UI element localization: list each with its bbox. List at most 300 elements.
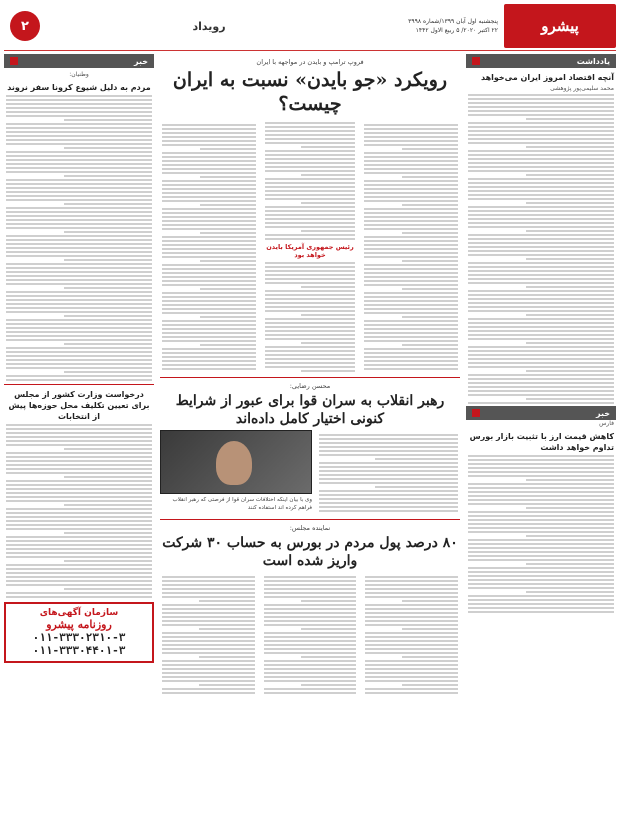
text-line xyxy=(6,247,152,249)
text-line xyxy=(468,294,614,296)
text-line xyxy=(6,271,152,273)
text-line xyxy=(264,660,357,662)
text-line xyxy=(364,340,458,342)
news-tab-right xyxy=(466,406,616,420)
text-line xyxy=(468,134,614,136)
text-line xyxy=(319,490,458,492)
text-line xyxy=(468,242,614,244)
text-line xyxy=(364,284,458,286)
left-title: مردم به دلیل شیوع کرونا سفر نروند xyxy=(7,83,151,92)
text-line xyxy=(526,563,614,565)
text-line xyxy=(468,555,614,557)
text-line xyxy=(6,123,152,125)
text-line xyxy=(64,532,152,534)
text-line xyxy=(6,103,152,105)
text-line xyxy=(319,482,458,484)
text-line xyxy=(468,346,614,348)
text-line xyxy=(6,556,152,558)
text-line xyxy=(468,358,614,360)
text-line xyxy=(468,487,614,489)
text-line xyxy=(6,351,152,353)
text-line xyxy=(162,324,256,326)
main-kicker: فروپ ترامپ و بایدن در مواجهه با ایران xyxy=(256,58,364,66)
text-line xyxy=(162,632,255,634)
article-subhead: رئیس جمهوری آمریکا بایدن خواهد بود xyxy=(266,243,354,259)
text-line xyxy=(468,583,614,585)
text-line xyxy=(162,648,255,650)
text-line xyxy=(402,600,458,602)
text-line xyxy=(64,588,152,590)
text-line xyxy=(162,616,255,618)
text-line xyxy=(468,455,614,457)
text-line xyxy=(468,499,614,501)
text-line xyxy=(265,214,355,216)
text-line xyxy=(162,608,255,610)
text-line xyxy=(364,240,458,242)
text-line xyxy=(364,364,458,366)
text-line xyxy=(6,255,152,257)
text-line xyxy=(264,580,357,582)
text-line xyxy=(162,132,256,134)
text-line xyxy=(265,266,355,268)
text-line xyxy=(468,290,614,292)
text-line xyxy=(365,636,458,638)
text-line xyxy=(468,98,614,100)
date-block xyxy=(378,17,498,35)
text-line xyxy=(265,326,355,328)
text-line xyxy=(264,688,357,690)
text-line xyxy=(6,295,152,297)
text-line xyxy=(526,370,614,372)
text-line xyxy=(468,190,614,192)
text-line xyxy=(6,584,152,586)
text-line xyxy=(364,244,458,246)
text-line xyxy=(64,287,152,289)
photo-block xyxy=(160,430,312,516)
text-line xyxy=(526,342,614,344)
text-line xyxy=(6,508,152,510)
second-col-1 xyxy=(319,432,458,514)
text-line xyxy=(162,168,256,170)
text-line xyxy=(6,536,152,538)
text-line xyxy=(364,252,458,254)
text-line xyxy=(526,202,614,204)
text-line xyxy=(301,286,355,288)
text-line xyxy=(468,206,614,208)
text-line xyxy=(162,332,256,334)
ad-title: سازمان آگهی‌های xyxy=(39,608,119,618)
text-line xyxy=(526,146,614,148)
tab-marker-icon xyxy=(472,409,480,417)
main-column xyxy=(160,54,460,833)
text-line xyxy=(468,110,614,112)
third-kicker: نماینده مجلس: xyxy=(289,524,331,532)
text-line xyxy=(264,668,357,670)
text-line xyxy=(162,612,255,614)
text-line xyxy=(365,580,458,582)
text-line xyxy=(162,268,256,270)
second-kicker: محسن رضایی: xyxy=(289,382,331,390)
text-line xyxy=(319,478,458,480)
text-line xyxy=(265,310,355,312)
text-line xyxy=(162,672,255,674)
text-line xyxy=(319,498,458,500)
text-line xyxy=(364,352,458,354)
text-line xyxy=(402,148,458,150)
text-line xyxy=(526,258,614,260)
text-line xyxy=(364,280,458,282)
text-line xyxy=(402,316,458,318)
text-line xyxy=(468,142,614,144)
text-line xyxy=(6,163,152,165)
text-line xyxy=(162,208,256,210)
text-line xyxy=(6,484,152,486)
text-line xyxy=(468,122,614,124)
text-line xyxy=(364,164,458,166)
text-line xyxy=(264,624,357,626)
text-line xyxy=(200,344,256,346)
text-line xyxy=(365,660,458,662)
left-body-2 xyxy=(6,424,152,598)
ad-name: روزنامه پیشرو xyxy=(46,618,112,631)
text-line xyxy=(6,367,152,369)
text-line xyxy=(265,218,355,220)
text-line xyxy=(162,284,256,286)
text-line xyxy=(468,234,614,236)
text-line xyxy=(364,220,458,222)
text-line xyxy=(364,264,458,266)
text-line xyxy=(265,182,355,184)
text-line xyxy=(364,248,458,250)
text-line xyxy=(364,192,458,194)
text-line xyxy=(301,202,355,204)
text-line xyxy=(265,354,355,356)
text-line xyxy=(6,480,152,482)
text-line xyxy=(468,222,614,224)
text-line xyxy=(364,268,458,270)
text-line xyxy=(365,596,458,598)
text-line xyxy=(526,230,614,232)
text-line xyxy=(468,334,614,336)
text-line xyxy=(364,172,458,174)
text-line xyxy=(301,230,355,232)
news-tab-left-label: خبر xyxy=(133,56,148,66)
text-line xyxy=(265,334,355,336)
text-line xyxy=(162,356,256,358)
text-line xyxy=(162,300,256,302)
text-line xyxy=(526,535,614,537)
text-line xyxy=(265,274,355,276)
text-line xyxy=(6,359,152,361)
ad-phone-2: ۰۱۱-۳۳۳۰۴۴۰۱-۳ xyxy=(32,644,126,657)
text-line xyxy=(6,227,152,229)
article-col-1 xyxy=(364,122,458,372)
text-line xyxy=(468,198,614,200)
text-line xyxy=(264,612,357,614)
text-line xyxy=(162,688,255,690)
text-line xyxy=(375,458,458,460)
text-line xyxy=(468,318,614,320)
text-line xyxy=(468,547,614,549)
tab-marker-icon xyxy=(10,57,18,65)
text-line xyxy=(526,479,614,481)
text-line xyxy=(6,339,152,341)
text-line xyxy=(265,350,355,352)
text-line xyxy=(6,143,152,145)
text-line xyxy=(265,222,355,224)
text-line xyxy=(6,167,152,169)
text-line xyxy=(468,459,614,461)
text-line xyxy=(265,278,355,280)
text-line xyxy=(265,238,355,240)
text-line xyxy=(301,684,357,686)
text-line xyxy=(6,267,152,269)
text-line xyxy=(468,106,614,108)
text-line xyxy=(162,280,256,282)
left-body xyxy=(6,95,152,381)
third-headline: ۸۰ درصد پول مردم در بورس به حساب ۳۰ شرکت واریز شده است xyxy=(162,535,458,569)
text-line xyxy=(364,152,458,154)
text-line xyxy=(264,652,357,654)
text-line xyxy=(265,234,355,236)
text-line xyxy=(6,183,152,185)
text-line xyxy=(6,327,152,329)
text-line xyxy=(162,312,256,314)
text-line xyxy=(468,278,614,280)
text-line xyxy=(265,330,355,332)
text-line xyxy=(468,471,614,473)
text-line xyxy=(265,338,355,340)
text-line xyxy=(6,187,152,189)
text-line xyxy=(265,194,355,196)
text-line xyxy=(364,256,458,258)
text-line xyxy=(162,368,256,370)
text-line xyxy=(6,243,152,245)
text-line xyxy=(468,382,614,384)
text-line xyxy=(264,672,357,674)
text-line xyxy=(526,398,614,400)
text-line xyxy=(64,119,152,121)
text-line xyxy=(468,214,614,216)
text-line xyxy=(468,102,614,104)
text-line xyxy=(365,680,458,682)
text-line xyxy=(468,543,614,545)
text-line xyxy=(6,139,152,141)
text-line xyxy=(6,492,152,494)
text-line xyxy=(162,624,255,626)
text-line xyxy=(468,262,614,264)
text-line xyxy=(6,219,152,221)
text-line xyxy=(365,692,458,694)
text-line xyxy=(162,188,256,190)
article-col-2 xyxy=(263,120,357,374)
text-line xyxy=(264,588,357,590)
text-line xyxy=(265,130,355,132)
text-line xyxy=(365,648,458,650)
text-line xyxy=(365,644,458,646)
text-line xyxy=(265,170,355,172)
text-line xyxy=(365,652,458,654)
text-line xyxy=(365,612,458,614)
text-line xyxy=(301,314,355,316)
text-line xyxy=(468,178,614,180)
text-line xyxy=(468,495,614,497)
text-line xyxy=(162,144,256,146)
text-line xyxy=(64,560,152,562)
text-line xyxy=(265,318,355,320)
text-line xyxy=(364,332,458,334)
text-line xyxy=(265,186,355,188)
text-line xyxy=(468,218,614,220)
text-line xyxy=(6,500,152,502)
text-line xyxy=(265,138,355,140)
text-line xyxy=(365,664,458,666)
text-line xyxy=(6,596,152,598)
text-line xyxy=(6,544,152,546)
text-line xyxy=(264,640,357,642)
text-line xyxy=(468,386,614,388)
section-title: رویداد xyxy=(192,19,226,33)
text-line xyxy=(364,208,458,210)
text-line xyxy=(468,126,614,128)
text-line xyxy=(162,596,255,598)
text-line xyxy=(265,302,355,304)
text-line xyxy=(6,552,152,554)
text-line xyxy=(6,111,152,113)
text-line xyxy=(364,308,458,310)
text-line xyxy=(468,575,614,577)
text-line xyxy=(468,559,614,561)
text-line xyxy=(6,452,152,454)
text-line xyxy=(468,579,614,581)
third-article xyxy=(160,572,460,698)
note-author: محمد سلیمی‌پور پژوهشی xyxy=(550,85,614,92)
text-line xyxy=(468,366,614,368)
left-title-2: درخواست وزارت کشور از مجلس برای تعیین تکلیف محل حوزه‌ها پیش از انتخابات xyxy=(8,390,150,421)
text-line xyxy=(200,204,256,206)
text-line xyxy=(468,186,614,188)
text-line xyxy=(6,488,152,490)
text-line xyxy=(468,130,614,132)
text-line xyxy=(364,356,458,358)
text-line xyxy=(162,296,256,298)
text-line xyxy=(468,302,614,304)
text-line xyxy=(468,310,614,312)
text-line xyxy=(162,184,256,186)
text-line xyxy=(6,468,152,470)
text-line xyxy=(265,134,355,136)
text-line xyxy=(264,632,357,634)
text-line xyxy=(468,326,614,328)
text-line xyxy=(264,648,357,650)
text-line xyxy=(162,160,256,162)
text-line xyxy=(468,467,614,469)
text-line xyxy=(6,520,152,522)
text-line xyxy=(468,374,614,376)
text-line xyxy=(265,158,355,160)
news-tab-left xyxy=(4,54,154,68)
news-title-right: کاهش قیمت ارز با تثبیت بازار بورس تداوم خواهد داشت xyxy=(469,432,614,452)
text-line xyxy=(468,210,614,212)
text-line xyxy=(301,628,357,630)
text-line xyxy=(6,199,152,201)
text-line xyxy=(364,128,458,130)
text-line xyxy=(6,576,152,578)
text-line xyxy=(162,196,256,198)
text-line xyxy=(364,136,458,138)
text-line xyxy=(200,232,256,234)
text-line xyxy=(162,172,256,174)
text-line xyxy=(264,584,357,586)
text-line xyxy=(468,114,614,116)
text-line xyxy=(162,652,255,654)
text-line xyxy=(6,436,152,438)
text-line xyxy=(364,168,458,170)
article-col-3 xyxy=(162,122,256,372)
text-line xyxy=(265,298,355,300)
text-line xyxy=(364,360,458,362)
text-line xyxy=(468,527,614,529)
text-line xyxy=(468,567,614,569)
text-line xyxy=(6,363,152,365)
text-line xyxy=(265,166,355,168)
text-line xyxy=(264,620,357,622)
text-line xyxy=(264,608,357,610)
text-line xyxy=(162,128,256,130)
text-line xyxy=(199,656,255,658)
text-line xyxy=(364,140,458,142)
text-line xyxy=(6,251,152,253)
text-line xyxy=(319,466,458,468)
date-line-2: ۲۲ اکتبر ۲۰۲۰/ ۵ ربیع الاول ۱۴۴۲ xyxy=(415,27,498,34)
text-line xyxy=(468,162,614,164)
text-line xyxy=(162,668,255,670)
text-line xyxy=(265,142,355,144)
text-line xyxy=(6,263,152,265)
text-line xyxy=(162,348,256,350)
text-line xyxy=(468,354,614,356)
text-line xyxy=(162,644,255,646)
text-line xyxy=(64,147,152,149)
text-line xyxy=(265,178,355,180)
text-line xyxy=(6,432,152,434)
text-line xyxy=(364,184,458,186)
text-line xyxy=(365,616,458,618)
text-line xyxy=(468,170,614,172)
text-line xyxy=(162,636,255,638)
text-line xyxy=(365,624,458,626)
text-line xyxy=(162,220,256,222)
text-line xyxy=(162,252,256,254)
text-line xyxy=(468,338,614,340)
text-line xyxy=(468,282,614,284)
text-line xyxy=(364,312,458,314)
text-line xyxy=(162,256,256,258)
text-line xyxy=(6,323,152,325)
text-line xyxy=(468,226,614,228)
text-line xyxy=(6,428,152,430)
text-line xyxy=(264,680,357,682)
text-line xyxy=(365,604,458,606)
text-line xyxy=(6,524,152,526)
text-line xyxy=(364,348,458,350)
text-line xyxy=(264,576,357,578)
text-line xyxy=(468,491,614,493)
text-line xyxy=(402,656,458,658)
text-line xyxy=(402,628,458,630)
text-line xyxy=(364,200,458,202)
text-line xyxy=(468,94,614,96)
